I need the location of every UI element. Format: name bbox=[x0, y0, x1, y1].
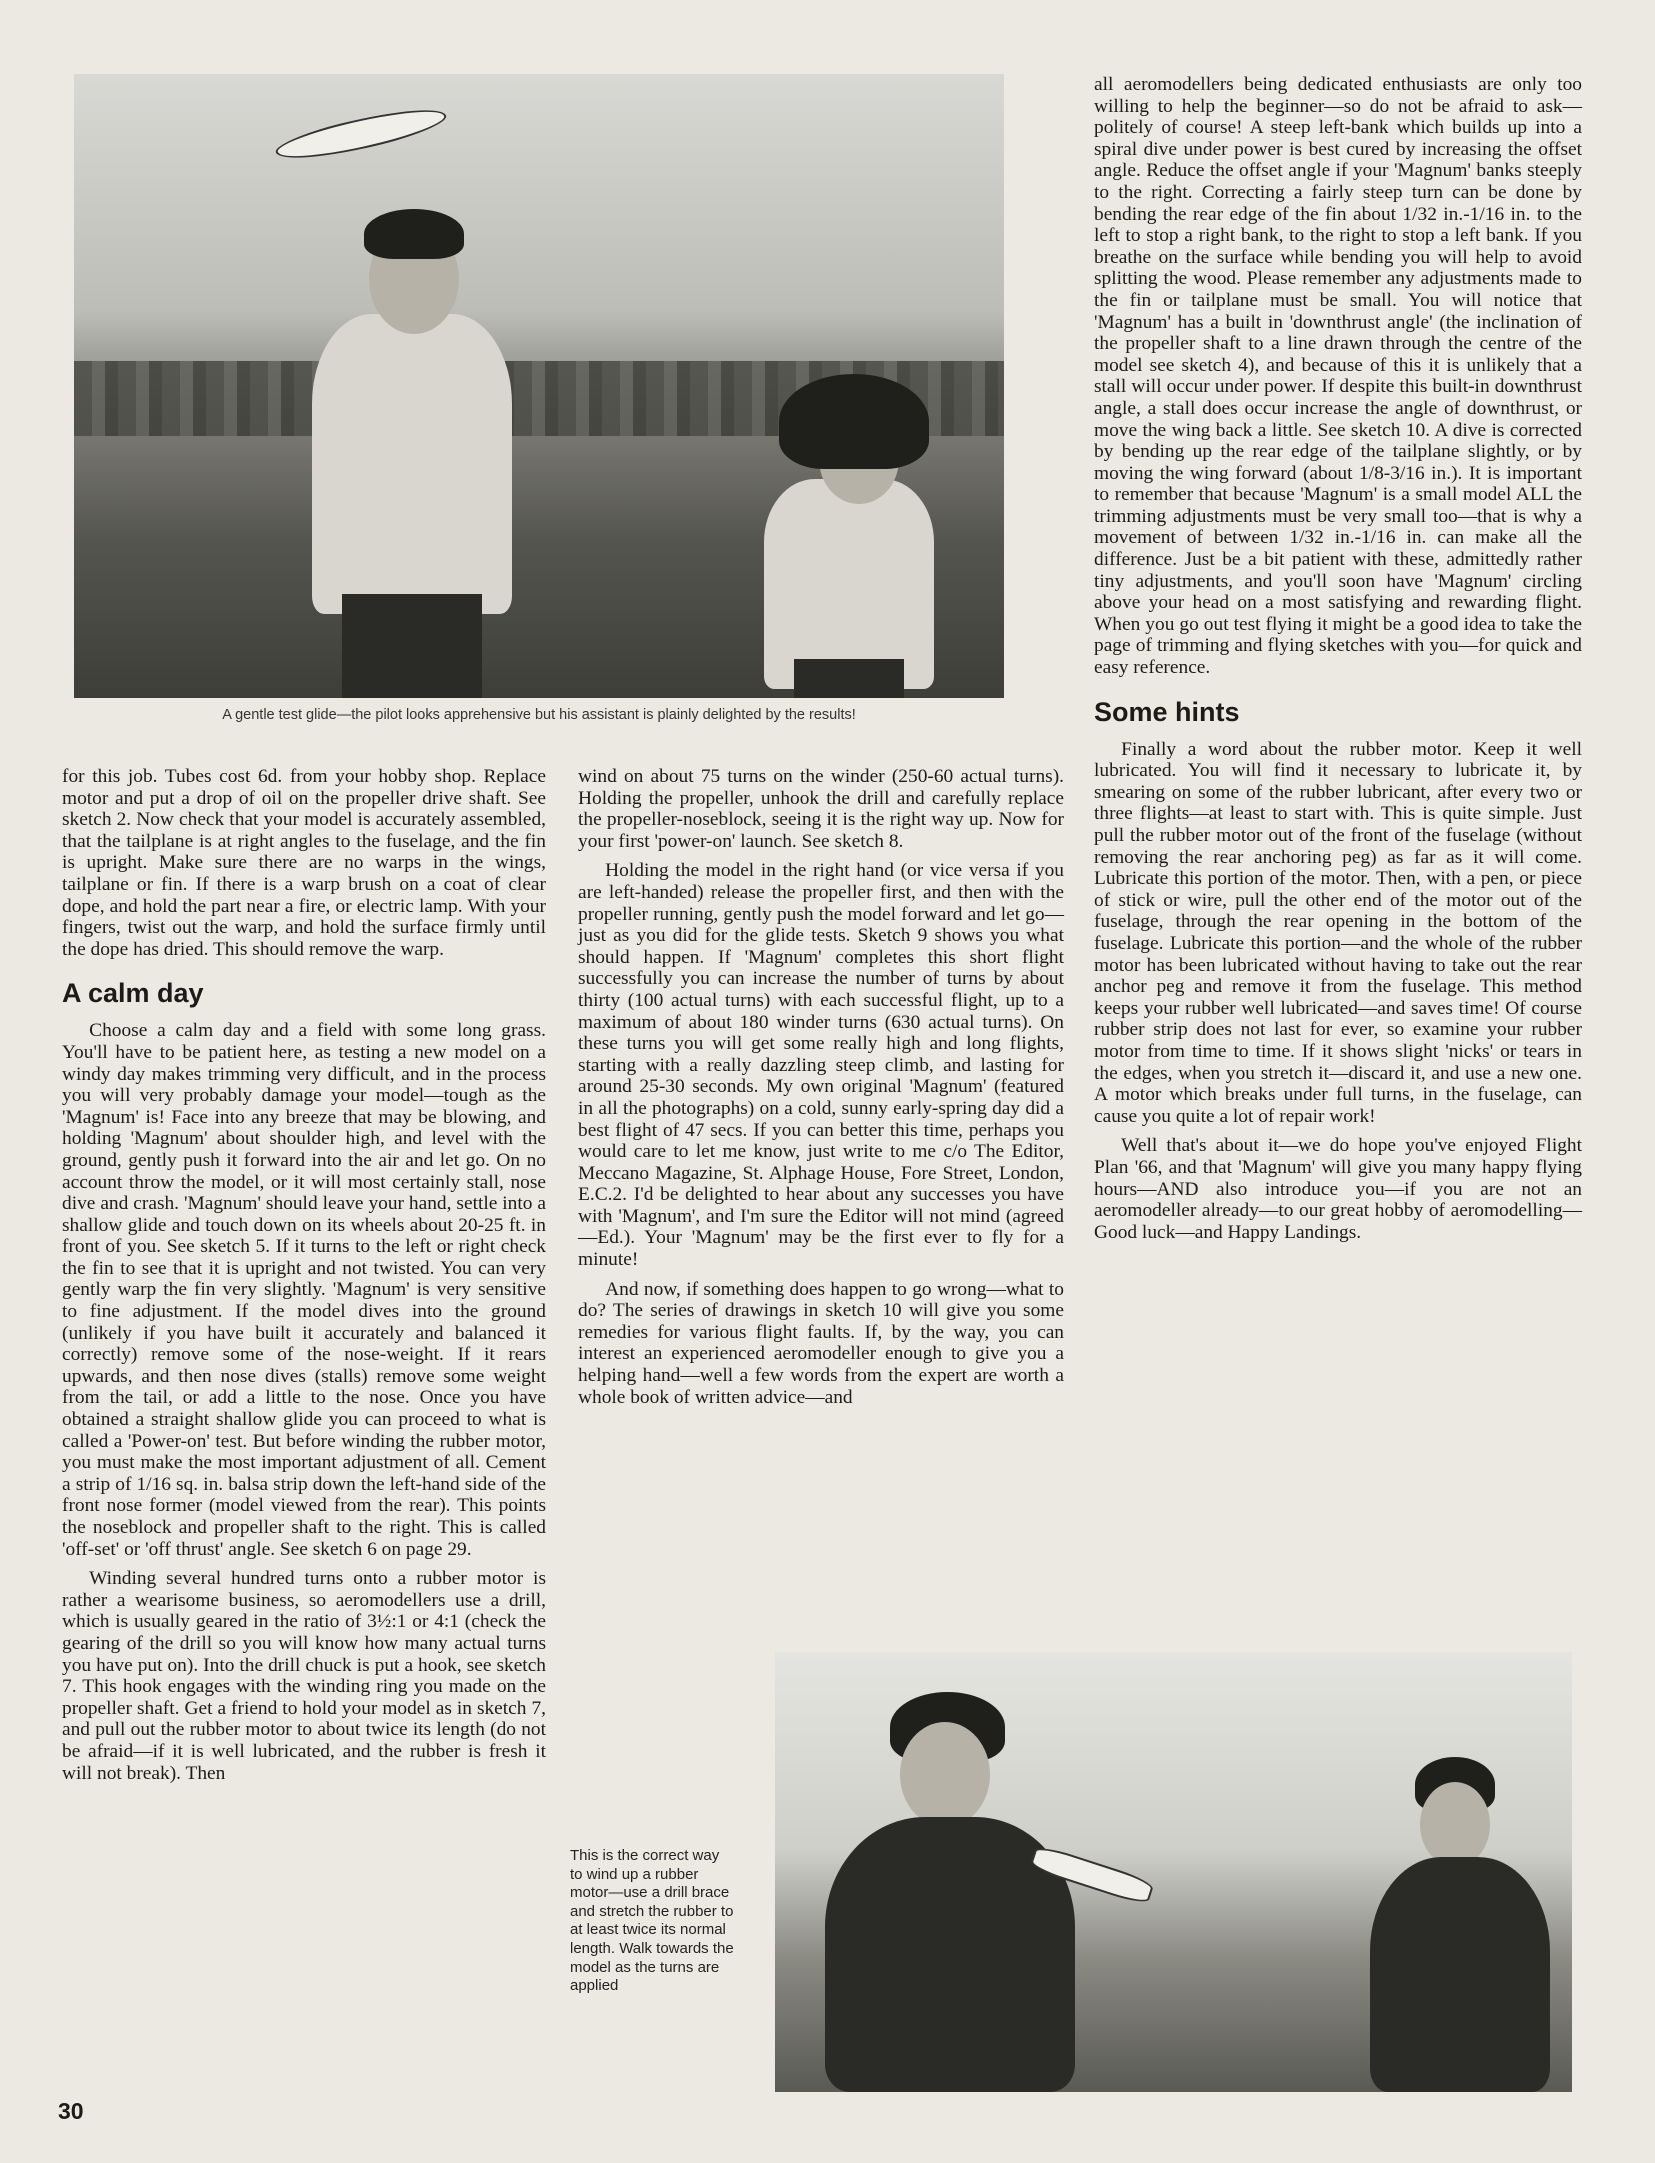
col2-paragraph-1: wind on about 75 turns on the winder (250-60 actual turns). Holding the propeller, unhook the drill and carefully replace the propeller-noseblock, seeing it is the right way up. Now for your first 'power-on' launch. See sketch 8. bbox=[578, 766, 1064, 852]
top-photo-caption: A gentle test glide—the pilot looks apprehensive but his assistant is plainly delighted by the results! bbox=[222, 707, 856, 723]
top-photo bbox=[74, 74, 1004, 698]
col3-paragraph-3: Well that's about it—we do hope you've enjoyed Flight Plan '66, and that 'Magnum' will give you many happy flying hours—AND also introduce you—if you are not an aeromodeller already—to our great hobby of aeromodelling—Good luck—and Happy Landings. bbox=[1094, 1135, 1582, 1243]
boy-right-head bbox=[1420, 1782, 1490, 1867]
page-number: 30 bbox=[58, 2098, 84, 2124]
col1-paragraph-2: Choose a calm day and a field with some long grass. You'll have to be patient here, as testing a new model on a windy day makes trimming very difficult, and in the process you will very probably damage your model—tough as the 'Magnum' is! Face into any breeze that may be blowing, and holding 'Magnum' about shoulder high, and level with the ground, gently push it forward into the air and let go. On no account throw the model, or it will most certainly stall, nose dive and crash. 'Magnum' should leave your hand, settle into a shallow glide and touch down on its wheels about 20-25 ft. in front of you. See sketch 5. If it turns to the left or right check the fin to see that it is upright and not twisted. You can very gently warp the fin very slightly. 'Magnum' is very sensitive to fine adjustment. If the model dives into the ground (unlikely if you have built it accurately and balanced it correctly) remove some of the nose-weight. If it rears upwards, and then nose dives (stalls) remove some weight from the tail, or add a little to the nose. Once you have obtained a straight shallow glide you can proceed to what is called a 'Power-on' test. But before winding the rubber motor, you must make the most important adjustment of all. Cement a strip of 1/16 sq. in. balsa strip down the left-hand side of the front nose former (model viewed from the rear). This points the noseblock and propeller shaft to the right. This is called 'off-set' or 'off thrust' angle. See sketch 6 on page 29. bbox=[62, 1020, 546, 1560]
col1-paragraph-1: for this job. Tubes cost 6d. from your hobby shop. Replace motor and put a drop of oil on the propeller drive shaft. See sketch 2. Now check that your model is accurately assembled, that the tailplane is at right angles to the fuselage, and the fin is upright. Make sure there are no warps in the wings, tailplane or fin. If there is a warp brush on a coat of clear dope, and hold the part near a fire, or electric lamp. With your fingers, twist out the warp, and hold the surface firmly until the dope has dried. This should remove the warp. bbox=[62, 766, 546, 960]
boy-left-hair bbox=[364, 209, 464, 259]
boy-left-legs bbox=[342, 594, 482, 698]
boy-right-hair bbox=[779, 374, 929, 469]
bottom-photo-caption: This is the correct way to wind up a rubber motor—use a drill brace and stretch the rubber to at least twice its normal length. Walk towards the model as the turns are applied bbox=[570, 1847, 734, 1995]
col3-paragraph-2: Finally a word about the rubber motor. Keep it well lubricated. You will find it necessary to lubricate it, by smearing on some of the rubber lubricant, after every two or three flights—at least to start with. This is quite simple. Just pull the rubber motor out of the front of the fuselage (without removing the rear anchoring peg) as far as it will come. Lubricate this portion of the motor. Then, with a pen, or piece of stick or wire, pull the other end of the motor out of the fuselage, through the rear opening in the bottom of the fuselage. Lubricate this portion—and the whole of the rubber motor has been lubricated without having to take out the rear anchor peg and remove it from the fuselage. This method keeps your rubber well lubricated—and saves time! Of course rubber strip does not last for ever, so examine your rubber motor from time to time. If it shows slight 'nicks' or tears in the edges, when you stretch it—discard it, and use a new one. A motor which breaks under full turns, in the fuselage, can cause you quite a lot of repair work! bbox=[1094, 738, 1582, 1127]
col3-paragraph-1: all aeromodellers being dedicated enthusiasts are only too willing to help the beginner—so do not be afraid to ask—politely of course! A steep left-bank which builds up into a spiral dive under power is best cured by increasing the offset angle. Reduce the offset angle if your 'Magnum' banks steeply to the right. Correcting a fairly steep turn can be done by bending the rear edge of the fin about 1/32 in.-1/16 in. to the left to stop a right bank, to the right to stop a left bank. If you breathe on the surface while bending you will help to avoid splitting the wood. Please remember any adjustments made to the fin or tailplane must be small. You will notice that 'Magnum' has a built in 'downthrust angle' (the inclination of the propeller shaft to a line drawn through the centre of the model see sketch 4), and because of this it is unlikely that a stall will occur under power. If despite this built-in downthrust angle, a stall does occur increase the angle of downthrust, or move the wing back a little. See sketch 10. A dive is corrected by bending up the rear edge of the tailplane slightly, or by moving the wing forward (about 1/8-3/16 in.). It is important to remember that because 'Magnum' is a small model ALL the trimming adjustments must be very small too—that is why a movement of between 1/32 in.-1/16 in. can make all the difference. Just be a bit patient with these, admittedly rather tiny adjustments, and you'll soon have 'Magnum' circling above your head on a most satisfying and rewarding flight. When you go out test flying it might be a good idea to take the page of trimming and flying sketches with you—for quick and easy reference. bbox=[1094, 74, 1582, 679]
bottom-photo bbox=[775, 1652, 1572, 2092]
heading-calm-day: A calm day bbox=[62, 978, 204, 1009]
column-2 bbox=[578, 766, 1064, 1416]
column-3 bbox=[1094, 74, 1582, 1251]
heading-some-hints: Some hints bbox=[1094, 696, 1240, 727]
model-plane bbox=[273, 98, 449, 169]
boy-right-coat bbox=[1370, 1857, 1550, 2092]
col2-paragraph-3: And now, if something does happen to go wrong—what to do? The series of drawings in sketch 10 will give you some remedies for various flight faults. If, by the way, you can interest an experienced aeromodeller enough to give you a helping hand—well a few words from the expert are worth a whole book of written advice—and bbox=[578, 1278, 1064, 1408]
boy-left-head bbox=[900, 1722, 990, 1827]
boy-left-body bbox=[312, 314, 512, 614]
boy-right-legs bbox=[794, 659, 904, 698]
column-1 bbox=[62, 766, 546, 1792]
col2-paragraph-2: Holding the model in the right hand (or vice versa if you are left-handed) release the propeller first, and then with the propeller running, gently push the model forward and let go—just as you did for the glide tests. Sketch 9 shows you what should happen. If 'Magnum' completes this short flight successfully you can increase the number of turns by about thirty (100 actual turns) with each successful flight, up to a maximum of about 180 winder turns (630 actual turns). On these turns you will get some really high and long flights, starting with a really dazzling steep climb, and lasting for around 25-30 seconds. My own original 'Magnum' (featured in all the photographs) on a cold, sunny early-spring day did a best flight of 47 secs. If you can better this time, perhaps you would care to let me know, just write to me c/o The Editor, Meccano Magazine, St. Alphage House, Fore Street, London, E.C.2. I'd be delighted to hear about any successes you have with 'Magnum', and I'm sure the Editor will not mind (agreed—Ed.). Your 'Magnum' may be the first ever to fly for a minute! bbox=[578, 860, 1064, 1271]
col1-paragraph-3: Winding several hundred turns onto a rubber motor is rather a wearisome business, so aeromodellers use a drill, which is usually geared in the ratio of 3½:1 or 4:1 (check the gearing of the drill so you will know how many actual turns you have put on). Into the drill chuck is put a hook, see sketch 7. This hook engages with the winding ring you made on the propeller shaft. Get a friend to hold your model as in sketch 7, and pull out the rubber motor to about twice its length (do not be afraid—if it is well lubricated, and the rubber is fresh it will not break). Then bbox=[62, 1568, 546, 1784]
boy-right-body bbox=[764, 479, 934, 689]
